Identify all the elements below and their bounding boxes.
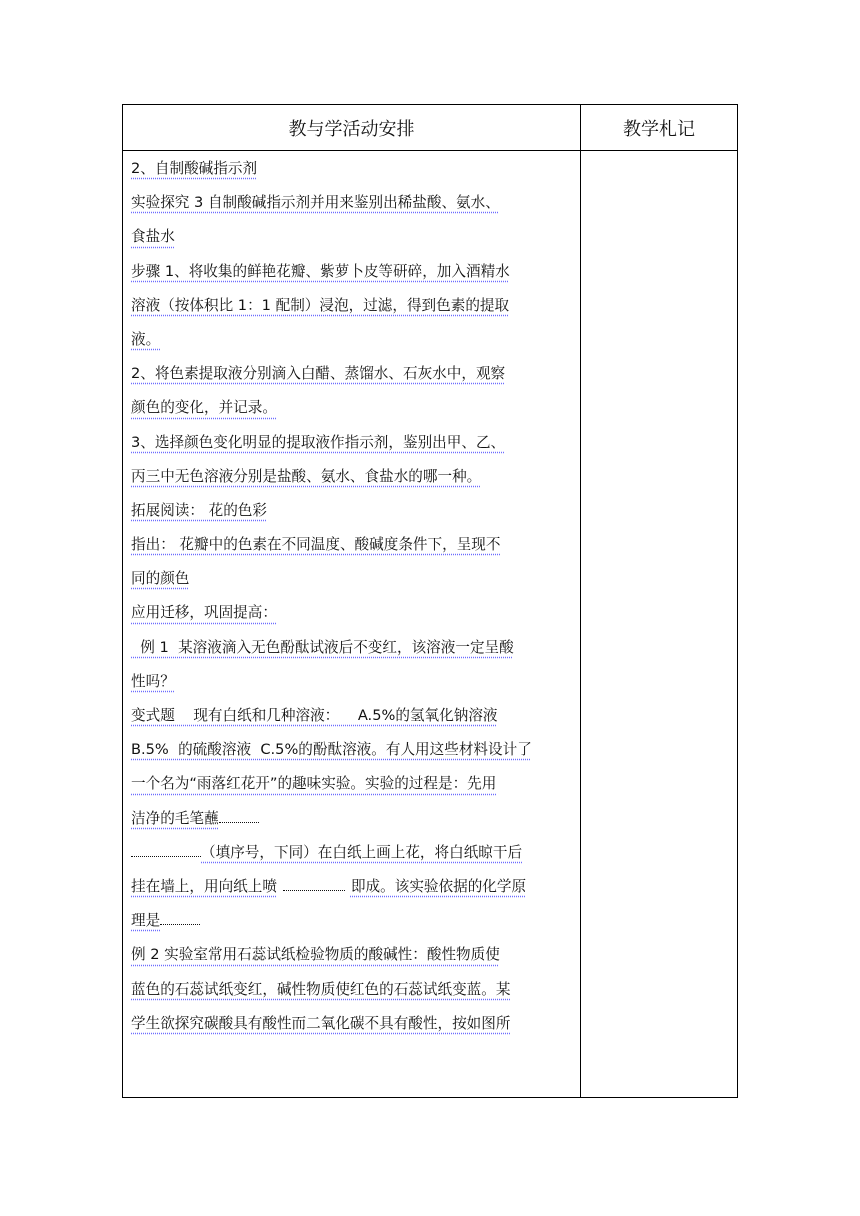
text-line: 液。 bbox=[131, 330, 161, 348]
fill-blank bbox=[160, 906, 200, 925]
text-line: 性吗？ bbox=[131, 672, 175, 690]
text-line: 溶液（按体积比 1：1 配制）浸泡，过滤，得到色素的提取 bbox=[131, 296, 510, 314]
text-fragment: 即成。该实验依据的化学原 bbox=[350, 877, 527, 895]
text-fragment: 挂在墙上，用向纸上喷 bbox=[131, 877, 277, 895]
text-line: 步骤 1、将收集的鲜艳花瓣、紫萝卜皮等研碎，加入酒精水 bbox=[131, 262, 510, 280]
text-line: 指出： 花瓣中的色素在不同温度、酸碱度条件下，呈现不 bbox=[131, 536, 501, 554]
text-line: 应用迁移，巩固提高： bbox=[131, 604, 277, 622]
text-fragment: （填序号，下同）在白纸上画上花，将白纸晾干后 bbox=[201, 843, 523, 861]
text-line: 3、选择颜色变化明显的提取液作指示剂，鉴别出甲、乙、 bbox=[131, 433, 506, 451]
fill-blank bbox=[219, 804, 259, 823]
text-line: 食盐水 bbox=[131, 228, 175, 246]
text-line-with-blank bbox=[131, 904, 573, 938]
text-line: 丙三中无色溶液分别是盐酸、氨水、食盐水的哪一种。 bbox=[131, 467, 482, 485]
text-line: 一个名为“雨落红花开”的趣味实验。实验的过程是：先用 bbox=[131, 775, 497, 793]
text-line: 颜色的变化，并记录。 bbox=[131, 399, 277, 417]
text-line: 拓展阅读： 花的色彩 bbox=[131, 501, 267, 519]
text-line-with-blank bbox=[131, 870, 573, 904]
text-line: 2、自制酸碱指示剂 bbox=[131, 160, 258, 177]
text-line: 蓝色的石蕊试纸变红，碱性物质使红色的石蕊试纸变蓝。某 bbox=[131, 980, 511, 998]
table-header-row bbox=[123, 105, 737, 151]
fill-blank bbox=[131, 838, 201, 857]
lesson-table bbox=[122, 104, 738, 1098]
text-line: 例 2 实验室常用石蕊试纸检验物质的酸碱性：酸性物质使 bbox=[131, 946, 500, 964]
text-line: 例 1 某溶液滴入无色酚酞试液后不变红，该溶液一定呈酸 bbox=[131, 638, 514, 656]
text-line-with-blank bbox=[131, 802, 573, 836]
text-line: 学生欲探究碳酸具有酸性而二氧化碳不具有酸性，按如图所 bbox=[131, 1014, 511, 1032]
text-line: 2、将色素提取液分别滴入白醋、蒸馏水、石灰水中，观察 bbox=[131, 365, 506, 383]
fill-blank bbox=[283, 872, 345, 891]
activity-content bbox=[131, 152, 573, 1041]
text-line: 变式题 现有白纸和几种溶液： A.5%的氢氧化钠溶液 bbox=[131, 707, 498, 724]
header-activity-arrangement: 教与学活动安排 bbox=[288, 119, 415, 140]
column-divider bbox=[580, 105, 581, 1097]
header-teaching-notes: 教学札记 bbox=[623, 119, 695, 140]
text-fragment: 洁净的毛笔蘸 bbox=[131, 809, 219, 827]
text-line-with-blank bbox=[131, 836, 573, 870]
text-line: 同的颜色 bbox=[131, 570, 190, 588]
text-fragment: 理是 bbox=[131, 912, 161, 930]
text-line: B.5% 的硫酸溶液 C.5%的酚酞溶液。有人用这些材料设计了 bbox=[131, 741, 532, 759]
text-line: 实验探究 3 自制酸碱指示剂并用来鉴别出稀盐酸、氨水、 bbox=[131, 194, 500, 212]
